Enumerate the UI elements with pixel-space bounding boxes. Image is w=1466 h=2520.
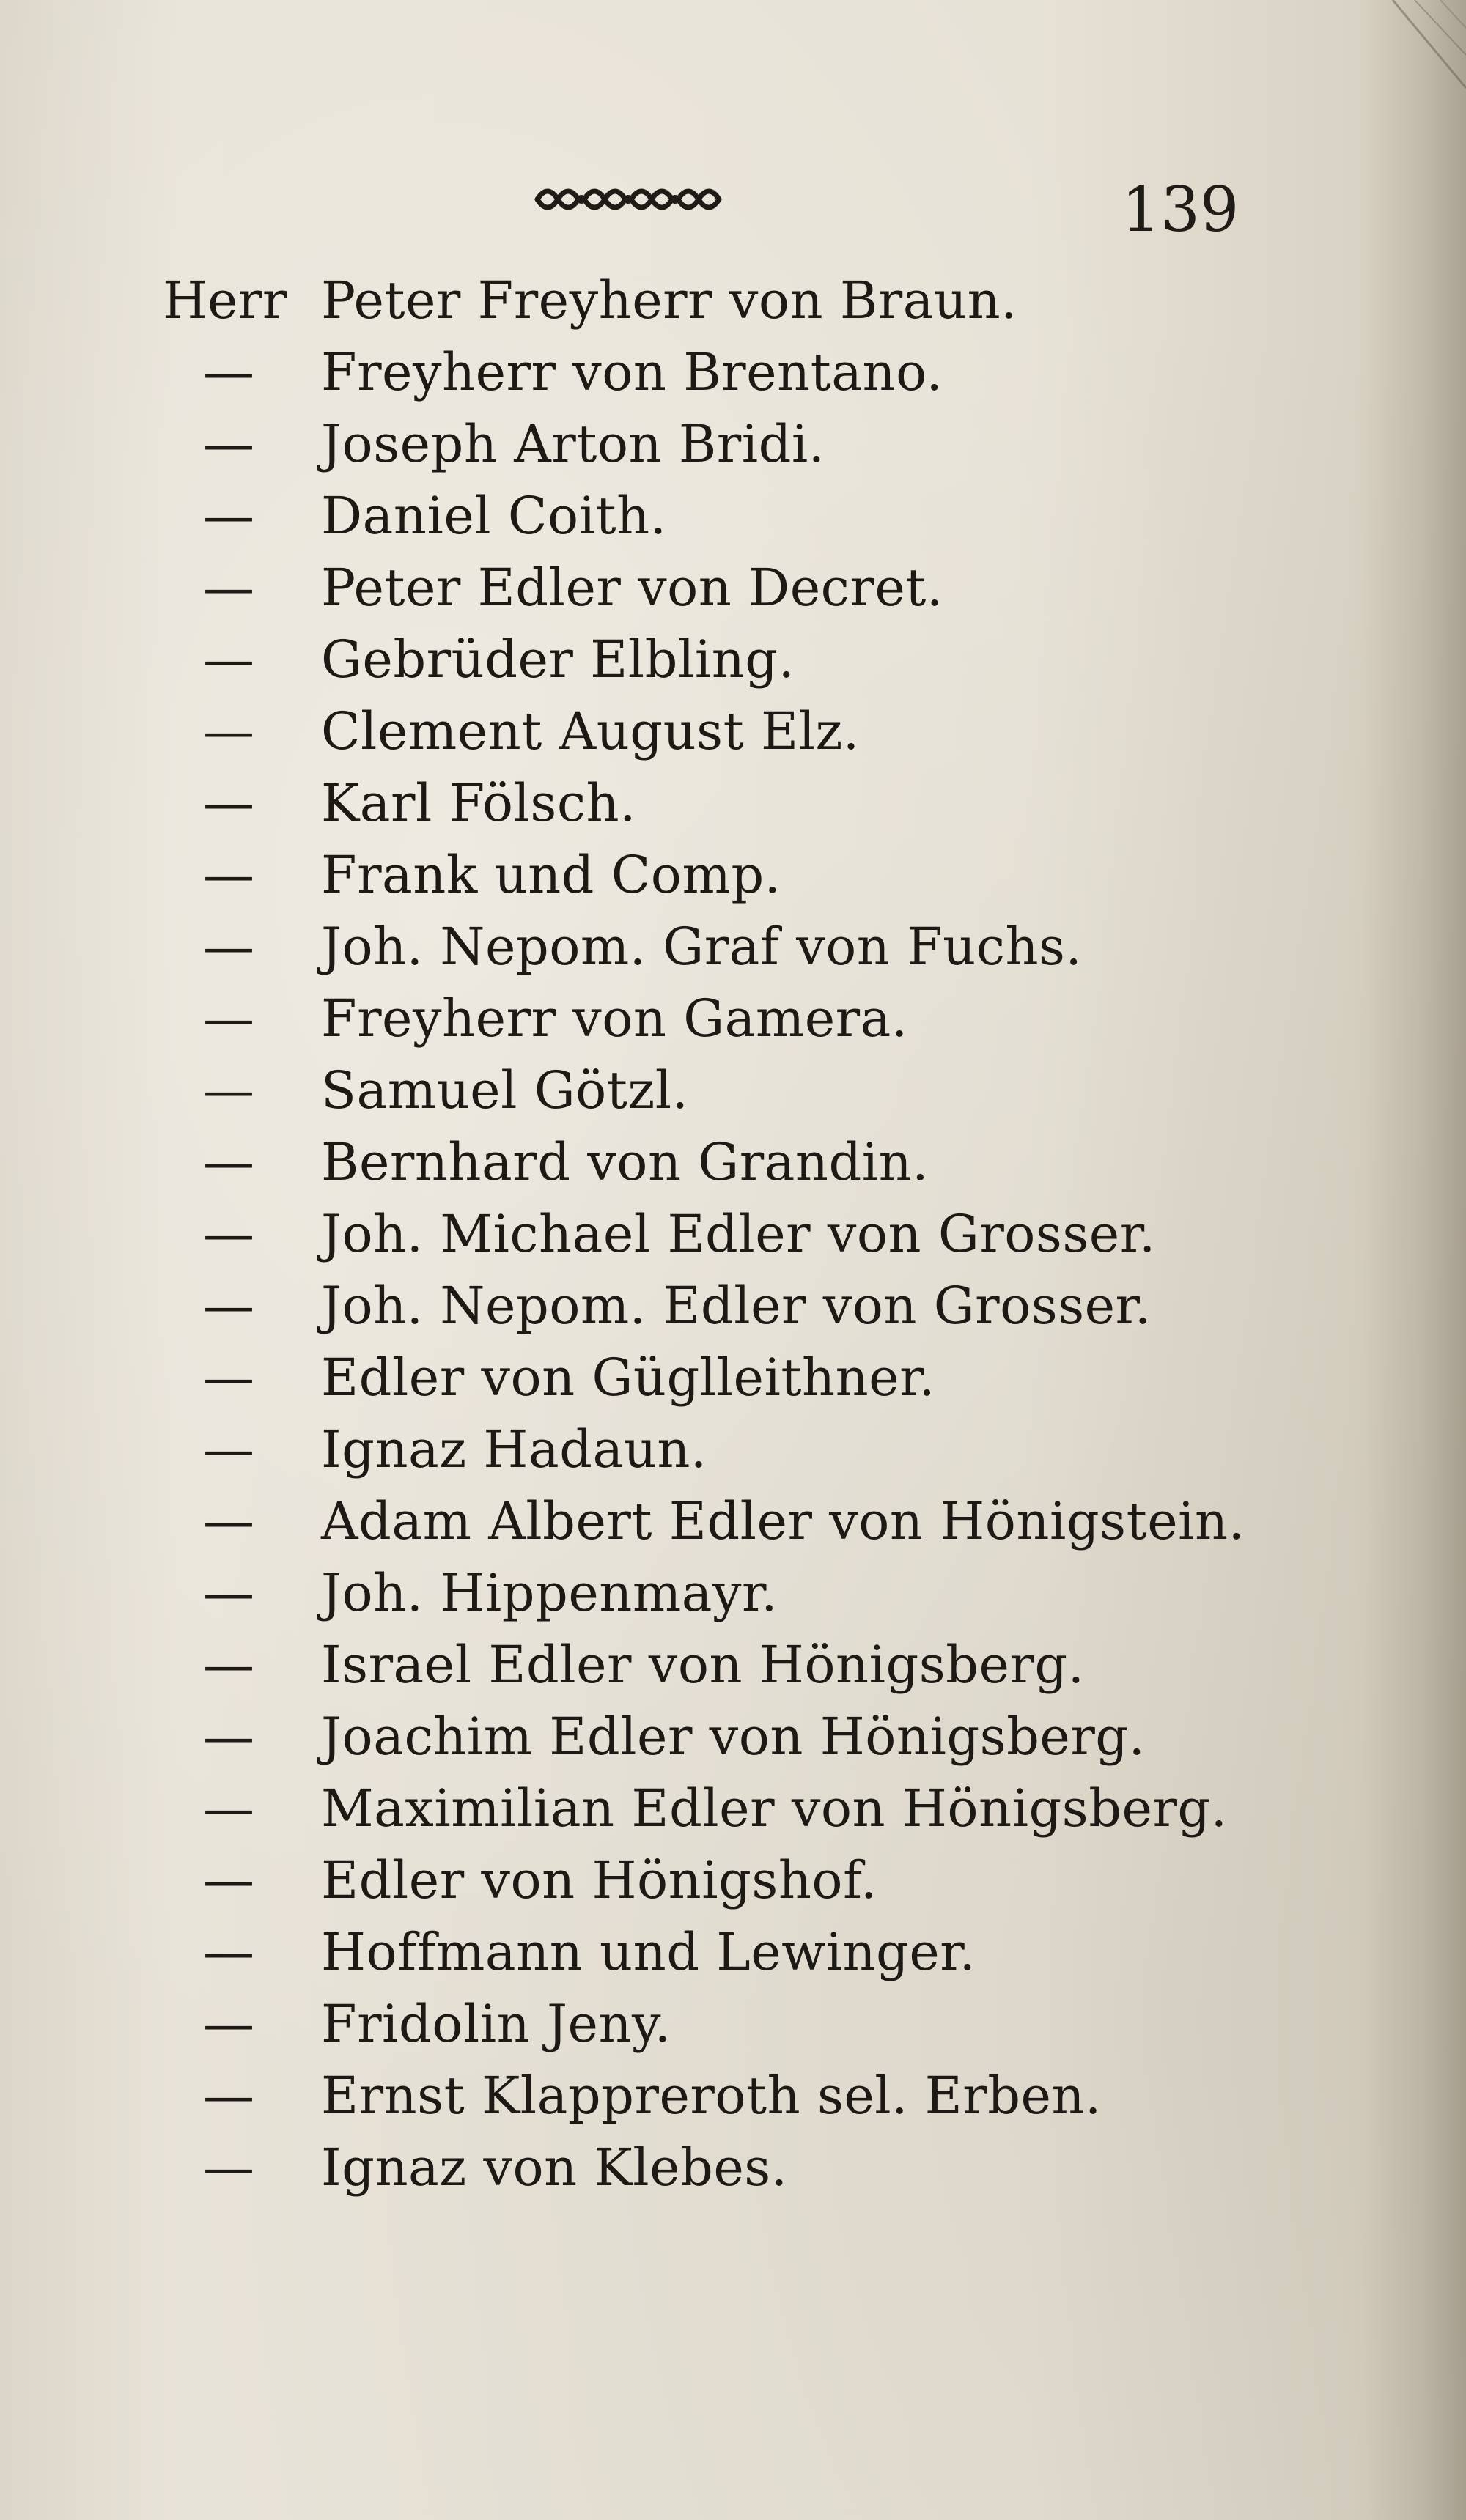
ditto-dash: — bbox=[203, 701, 254, 761]
list-item bbox=[0, 481, 1363, 553]
list-item bbox=[0, 2132, 1363, 2204]
ditto-dash: — bbox=[203, 917, 254, 977]
ditto-dash: — bbox=[203, 1348, 254, 1408]
ditto-dash: — bbox=[203, 989, 254, 1049]
ditto-dash: — bbox=[203, 1204, 254, 1264]
list-item bbox=[0, 1917, 1363, 1989]
page-number: 139 bbox=[1121, 174, 1240, 245]
list-item bbox=[0, 1989, 1363, 2061]
ditto-dash: — bbox=[203, 558, 254, 618]
entry-name: Ignaz Hadaun. bbox=[321, 1419, 707, 1479]
list-item bbox=[0, 1630, 1363, 1701]
ditto-dash: — bbox=[203, 1850, 254, 1910]
list-item bbox=[0, 1342, 1363, 1414]
ditto-dash: — bbox=[203, 629, 254, 690]
list-item bbox=[0, 1127, 1363, 1199]
list-item bbox=[0, 1486, 1363, 1558]
list-item bbox=[0, 1199, 1363, 1271]
entry-name: Israel Edler von Hönigsberg. bbox=[321, 1635, 1085, 1695]
list-item bbox=[0, 409, 1363, 481]
list-item bbox=[0, 553, 1363, 624]
entry-name: Joh. Hippenmayr. bbox=[321, 1563, 778, 1623]
ditto-dash: — bbox=[203, 1132, 254, 1192]
entry-name: Joh. Michael Edler von Grosser. bbox=[321, 1204, 1156, 1264]
list-item bbox=[0, 1271, 1363, 1342]
entry-name: Maximilian Edler von Hönigsberg. bbox=[321, 1778, 1228, 1839]
ditto-dash: — bbox=[203, 1563, 254, 1623]
ditto-dash: — bbox=[203, 342, 254, 402]
list-item bbox=[0, 1055, 1363, 1127]
entry-name: Ernst Klappreroth sel. Erben. bbox=[321, 2066, 1102, 2126]
entry-name: Joh. Nepom. Edler von Grosser. bbox=[321, 1276, 1152, 1336]
entry-name: Hoffmann und Lewinger. bbox=[321, 1922, 976, 1982]
ditto-dash: — bbox=[203, 773, 254, 833]
list-item bbox=[0, 1414, 1363, 1486]
ditto-dash: — bbox=[203, 1635, 254, 1695]
entry-name: Fridolin Jeny. bbox=[321, 1994, 671, 2054]
entry-name: Clement August Elz. bbox=[321, 701, 860, 761]
entry-name: Bernhard von Grandin. bbox=[321, 1132, 929, 1192]
list-item bbox=[0, 696, 1363, 768]
list-item bbox=[0, 2061, 1363, 2132]
list-item bbox=[0, 265, 1363, 337]
list-item bbox=[0, 768, 1363, 840]
entry-name: Edler von Güglleithner. bbox=[321, 1348, 936, 1408]
ditto-dash: — bbox=[203, 1994, 254, 2054]
entry-name: Frank und Comp. bbox=[321, 845, 781, 905]
entry-prefix: Herr bbox=[163, 270, 287, 330]
entry-name: Joachim Edler von Hönigsberg. bbox=[321, 1707, 1146, 1767]
entry-name: Gebrüder Elbling. bbox=[321, 629, 795, 690]
ditto-dash: — bbox=[203, 414, 254, 474]
list-item bbox=[0, 983, 1363, 1055]
entry-name: Ignaz von Klebes. bbox=[321, 2137, 788, 2198]
list-item bbox=[0, 624, 1363, 696]
ditto-dash: — bbox=[203, 2137, 254, 2198]
entry-name: Joseph Arton Bridi. bbox=[321, 414, 825, 474]
entry-name: Daniel Coith. bbox=[321, 486, 667, 546]
ditto-dash: — bbox=[203, 486, 254, 546]
entry-name: Freyherr von Gamera. bbox=[321, 989, 908, 1049]
ditto-dash: — bbox=[203, 1491, 254, 1551]
list-item bbox=[0, 1701, 1363, 1773]
entry-name: Joh. Nepom. Graf von Fuchs. bbox=[321, 917, 1083, 977]
entry-name: Adam Albert Edler von Hönigstein. bbox=[321, 1491, 1245, 1551]
ditto-dash: — bbox=[203, 2066, 254, 2126]
list-item bbox=[0, 840, 1363, 912]
list-item bbox=[0, 912, 1363, 983]
entry-name: Karl Fölsch. bbox=[321, 773, 636, 833]
ditto-dash: — bbox=[203, 1419, 254, 1479]
list-item bbox=[0, 1558, 1363, 1630]
ditto-dash: — bbox=[203, 1707, 254, 1767]
entry-name: Edler von Hönigshof. bbox=[321, 1850, 877, 1910]
list-item bbox=[0, 337, 1363, 409]
entry-name: Samuel Götzl. bbox=[321, 1060, 689, 1120]
entry-name: Freyherr von Brentano. bbox=[321, 342, 943, 402]
entry-name: Peter Edler von Decret. bbox=[321, 558, 943, 618]
list-item bbox=[0, 1773, 1363, 1845]
list-item bbox=[0, 1845, 1363, 1917]
ditto-dash: — bbox=[203, 845, 254, 905]
ditto-dash: — bbox=[203, 1060, 254, 1120]
ditto-dash: — bbox=[203, 1922, 254, 1982]
ditto-dash: — bbox=[203, 1778, 254, 1839]
ditto-dash: — bbox=[203, 1276, 254, 1336]
entry-name: Peter Freyherr von Braun. bbox=[321, 270, 1017, 330]
